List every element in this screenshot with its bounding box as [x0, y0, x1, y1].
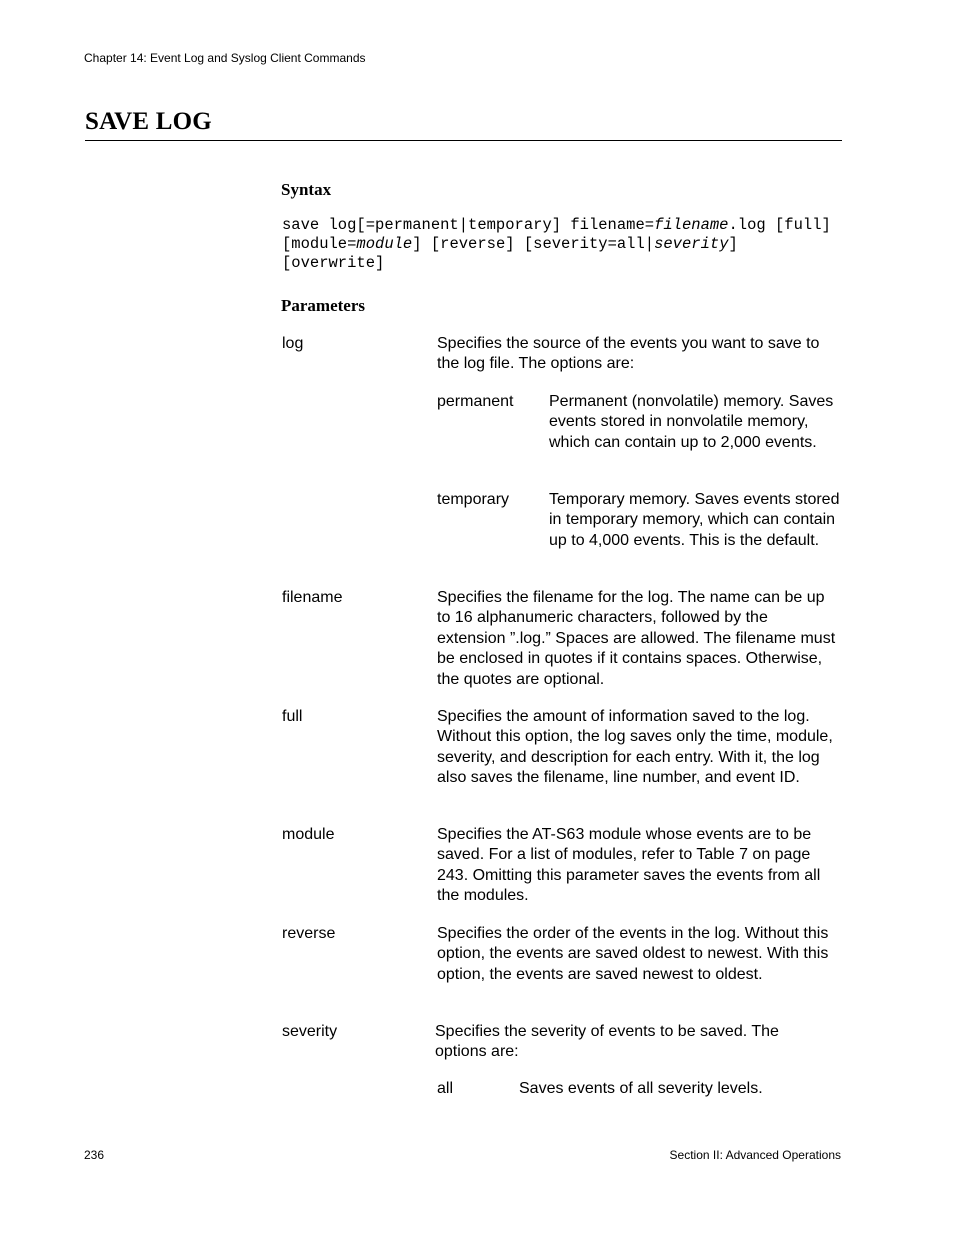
param-name-reverse: reverse: [282, 925, 336, 942]
param-desc-filename: Specifies the filename for the log. The name can be up to 16 alphanumeric characters, followed by the extension ”.log.” Spaces are allowed. The filename must be enclosed in quotes if it contains spaces. Otherwise, the quotes are optional.: [437, 589, 836, 688]
parameters-heading: Parameters: [281, 296, 366, 315]
option-name-permanent: permanent: [437, 393, 514, 410]
syntax-placeholder: module: [356, 235, 413, 254]
param-name-severity: severity: [282, 1023, 338, 1040]
param-name-log: log: [282, 335, 304, 352]
option-name-temporary: temporary: [437, 491, 510, 508]
syntax-placeholder: filename: [654, 216, 729, 234]
param-name-filename: filename: [282, 589, 343, 606]
syntax-text: [module=: [282, 235, 357, 254]
syntax-code: [282, 216, 852, 274]
param-name-full: full: [282, 708, 303, 725]
param-desc-reverse: Specifies the order of the events in the log. Without this option, the events are saved oldest to newest. With this option, the events are saved newest to oldest.: [437, 925, 829, 983]
option-desc-temporary: Temporary memory. Saves events stored in temporary memory, which can contain up to 4,000 events. This is the default.: [549, 491, 840, 549]
option-desc-all: Saves events of all severity levels.: [519, 1080, 763, 1097]
page-number: 236: [84, 1148, 105, 1162]
syntax-text: ]: [728, 235, 738, 254]
param-name-module: module: [282, 826, 335, 843]
param-desc-module: Specifies the AT-S63 module whose events are to be saved. For a list of modules, refer to Table 7 on page 243. Omitting this parameter saves the events from all the modules.: [437, 826, 821, 905]
param-desc-log: Specifies the source of the events you want to save to the log file. The options are:: [437, 335, 820, 373]
running-header: Chapter 14: Event Log and Syslog Client Commands: [84, 51, 366, 65]
syntax-text: save log[=permanent|temporary] filename=: [282, 216, 655, 234]
param-desc-severity: Specifies the severity of events to be saved. The options are:: [435, 1023, 779, 1061]
footer-section: Section II: Advanced Operations: [669, 1148, 841, 1162]
page-title: SAVE LOG: [85, 108, 212, 135]
option-desc-permanent: Permanent (nonvolatile) memory. Saves events stored in nonvolatile memory, which can contain up to 2,000 events.: [549, 393, 834, 451]
syntax-heading: Syntax: [281, 180, 332, 199]
syntax-text: .log [full]: [728, 216, 831, 234]
title-rule: [85, 140, 842, 141]
syntax-text: [overwrite]: [282, 254, 385, 273]
option-name-all: all: [437, 1080, 454, 1097]
syntax-text: ] [reverse] [severity=all|: [412, 235, 655, 254]
param-desc-full: Specifies the amount of information saved to the log. Without this option, the log saves only the time, module, severity, and description for each entry. With it, the log also saves the filename, line number, and event ID.: [437, 708, 833, 787]
syntax-placeholder: severity: [654, 235, 729, 254]
